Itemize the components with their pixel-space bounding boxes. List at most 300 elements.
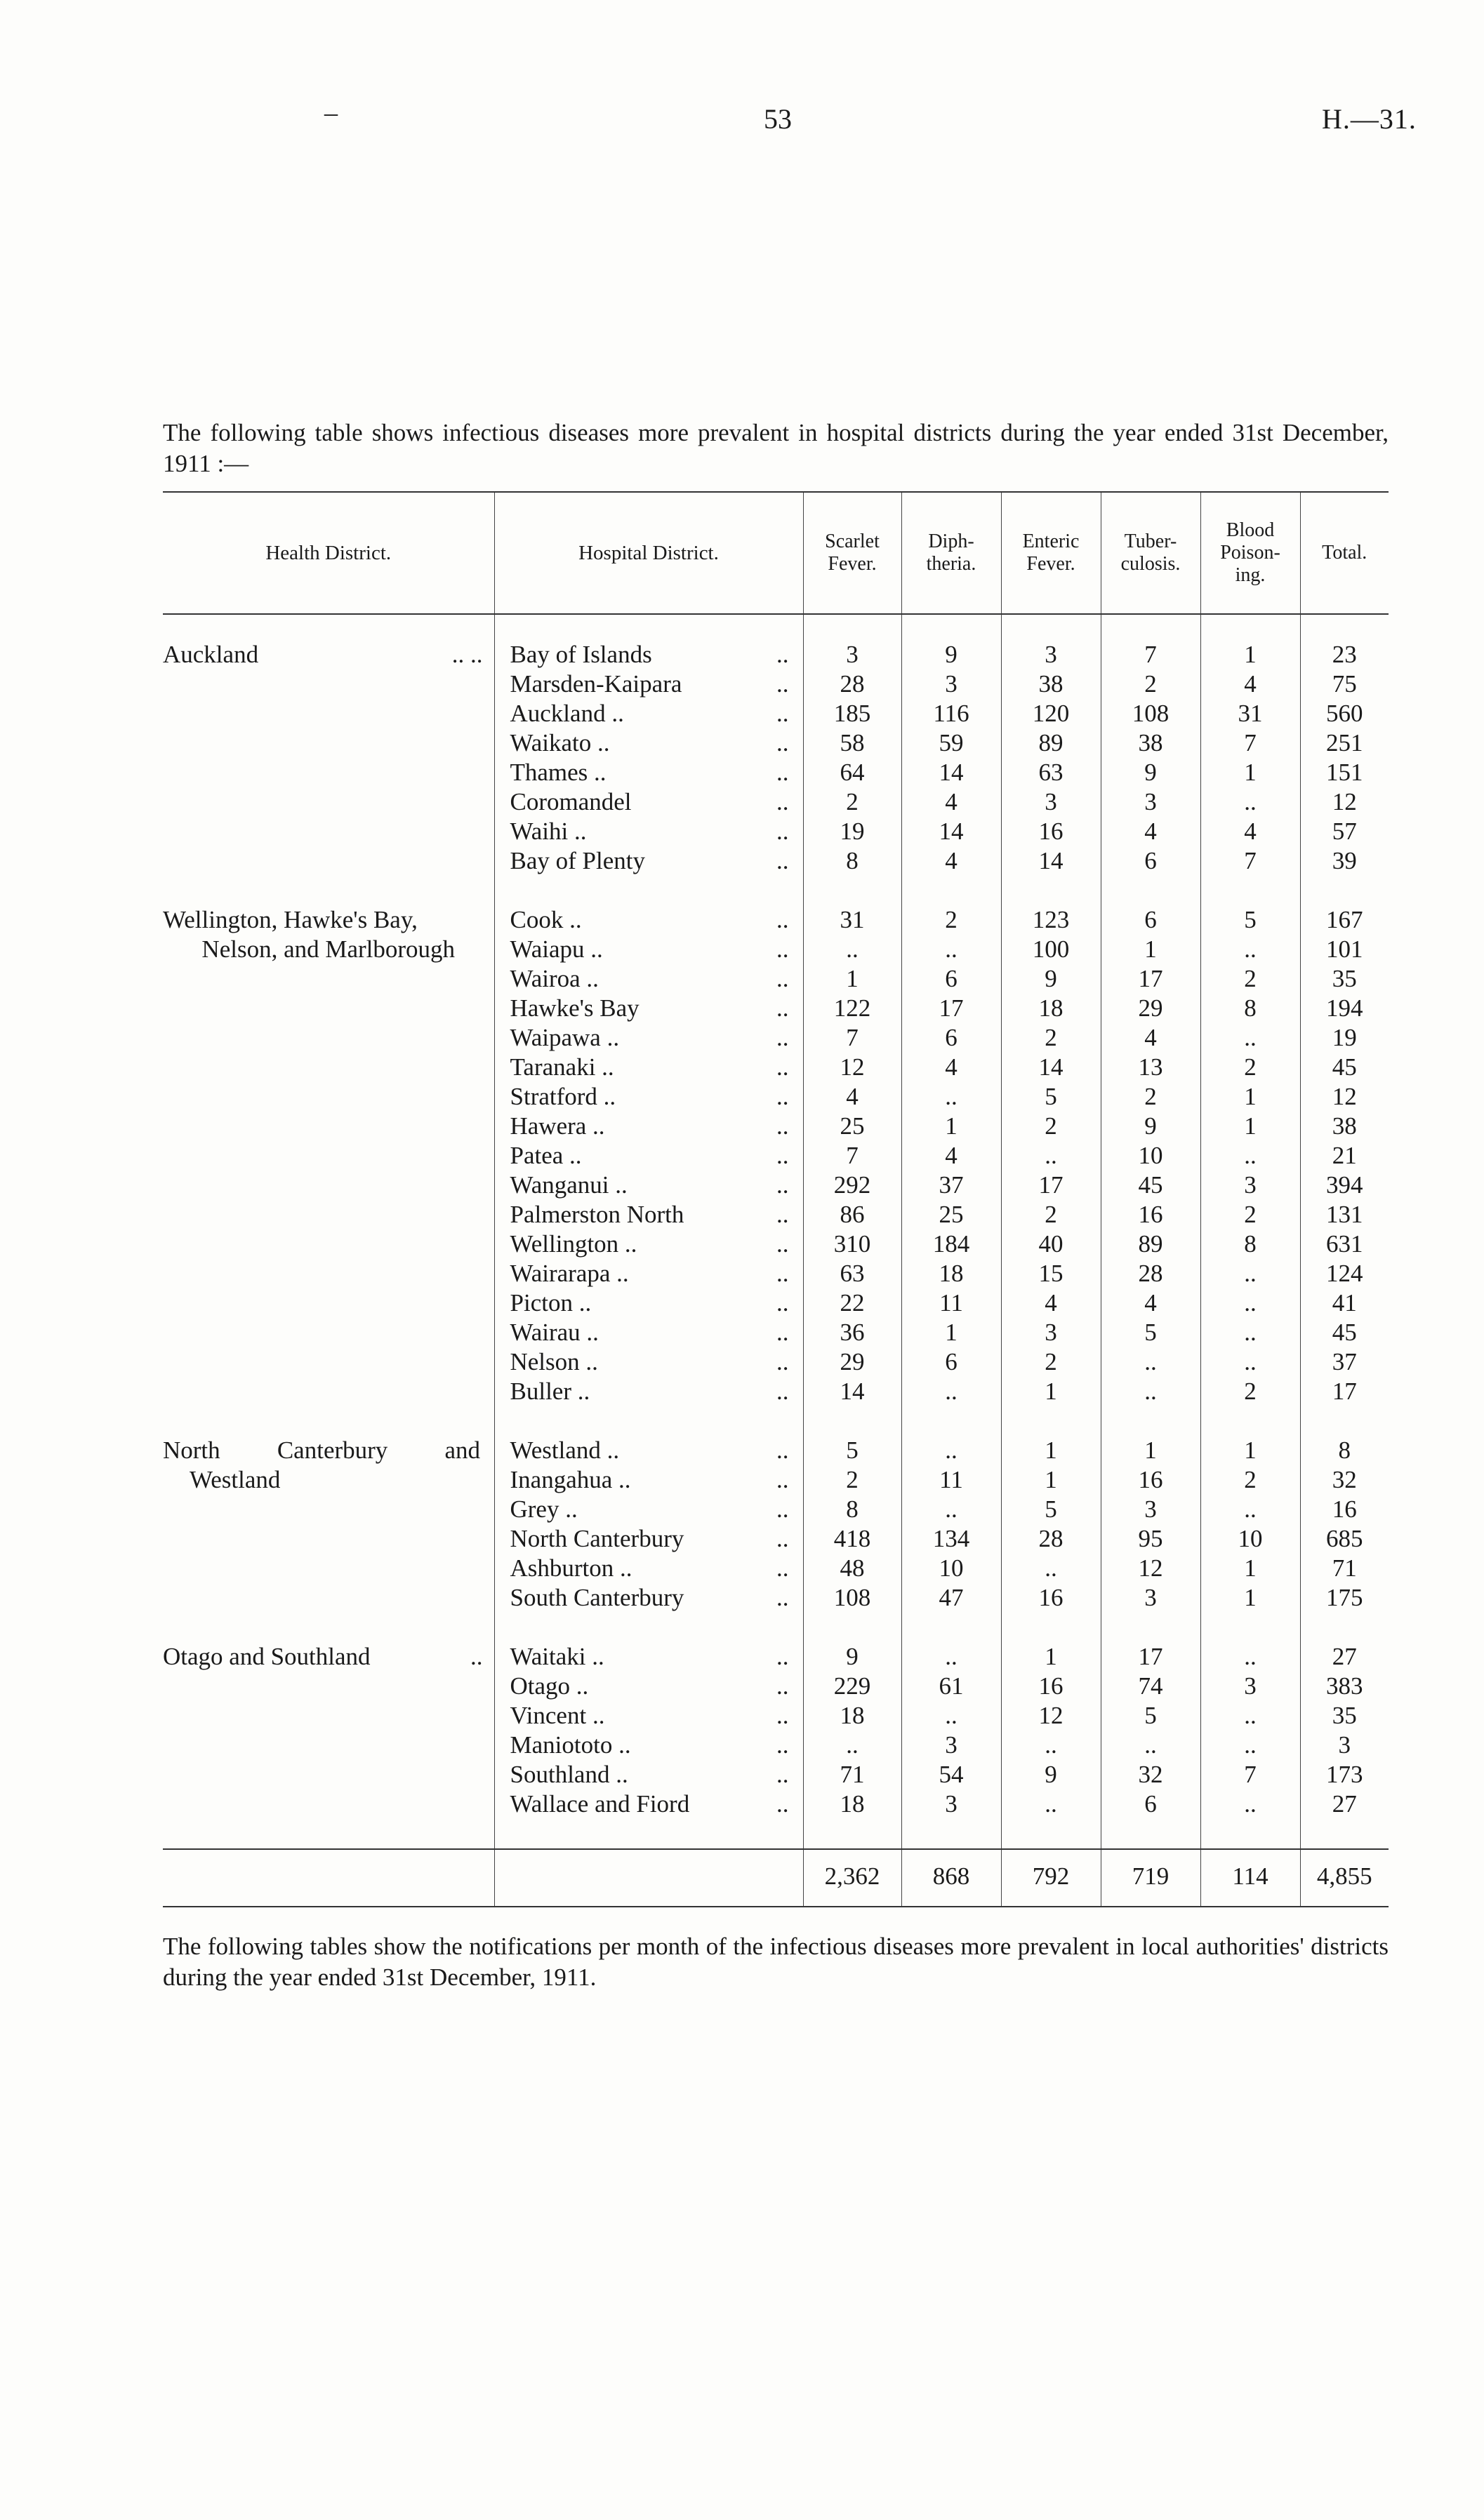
table-row <box>163 728 1389 758</box>
cell-total: 167 <box>1300 905 1389 935</box>
table-row <box>163 1672 1389 1701</box>
cell-tuberculosis: 38 <box>1101 728 1200 758</box>
health-district-name: Auckland <box>163 641 259 668</box>
hospital-district-name: Thames .. <box>510 759 607 786</box>
health-district-name: Nelson, and Marlborough <box>201 935 456 963</box>
cell-blood-poisoning: 1 <box>1200 758 1300 787</box>
cell-total: 194 <box>1300 994 1389 1023</box>
cell-tuberculosis: 9 <box>1101 758 1200 787</box>
cell-blood-poisoning: 4 <box>1200 817 1300 846</box>
cell-total: 27 <box>1300 1642 1389 1672</box>
cell-diphtheria: 2 <box>901 905 1001 935</box>
hospital-district-name: Bay of Islands <box>510 641 652 668</box>
cell-total: 45 <box>1300 1318 1389 1347</box>
table-row <box>163 1229 1389 1259</box>
cell-enteric-fever: 12 <box>1001 1701 1101 1731</box>
cell-blood-poisoning: 4 <box>1200 669 1300 699</box>
cell-tuberculosis: 6 <box>1101 905 1200 935</box>
leader-dots: .. <box>776 1584 789 1611</box>
hospital-district-name: Auckland .. <box>510 700 624 727</box>
cell-diphtheria: 54 <box>901 1760 1001 1789</box>
table-row <box>163 1259 1389 1288</box>
cell-scarlet-fever: 36 <box>803 1318 901 1347</box>
leader-dots: .. <box>776 1378 789 1405</box>
cell-diphtheria: 10 <box>901 1554 1001 1583</box>
cell-scarlet-fever: 3 <box>803 640 901 669</box>
health-district-name: Otago and Southland <box>163 1643 371 1670</box>
health-district-name: Westland <box>190 1466 281 1493</box>
leader-dots: .. <box>776 1495 789 1523</box>
cell-blood-poisoning: .. <box>1200 1141 1300 1171</box>
cell-diphtheria: 14 <box>901 817 1001 846</box>
hospital-district-name: Hawera .. <box>510 1112 605 1140</box>
cell-scarlet-fever: 58 <box>803 728 901 758</box>
cell-scarlet-fever: 18 <box>803 1701 901 1731</box>
col-scarlet-fever: Scarlet Fever. <box>803 492 901 614</box>
cell-total: 3 <box>1300 1731 1389 1760</box>
hospital-district-name: Hawke's Bay <box>510 994 640 1022</box>
cell-total: 35 <box>1300 964 1389 994</box>
cell-blood-poisoning: 2 <box>1200 1200 1300 1229</box>
leader-dots: .. <box>776 1319 789 1346</box>
total-cell: 868 <box>901 1849 1001 1907</box>
spacer-row <box>163 1406 1389 1436</box>
cell-total: 57 <box>1300 817 1389 846</box>
cell-blood-poisoning: .. <box>1200 1701 1300 1731</box>
cell-scarlet-fever: 63 <box>803 1259 901 1288</box>
cell-blood-poisoning: 8 <box>1200 1229 1300 1259</box>
cell-diphtheria: 25 <box>901 1200 1001 1229</box>
cell-blood-poisoning: 10 <box>1200 1524 1300 1554</box>
table-row <box>163 1436 1389 1465</box>
cell-total: 32 <box>1300 1465 1389 1495</box>
cell-scarlet-fever: 7 <box>803 1141 901 1171</box>
cell-total: 38 <box>1300 1112 1389 1141</box>
cell-enteric-fever: 4 <box>1001 1288 1101 1318</box>
hospital-district-name: Inangahua .. <box>510 1466 631 1493</box>
cell-total: 251 <box>1300 728 1389 758</box>
cell-total: 35 <box>1300 1701 1389 1731</box>
cell-diphtheria: 6 <box>901 1023 1001 1053</box>
cell-total: 27 <box>1300 1789 1389 1819</box>
cell-blood-poisoning: .. <box>1200 1495 1300 1524</box>
col-diphtheria: Diph-theria. <box>901 492 1001 614</box>
table-row <box>163 846 1389 876</box>
cell-diphtheria: 4 <box>901 1141 1001 1171</box>
cell-blood-poisoning: 2 <box>1200 1377 1300 1406</box>
cell-blood-poisoning: 1 <box>1200 1436 1300 1465</box>
cell-diphtheria: 17 <box>901 994 1001 1023</box>
leader-dots: .. <box>776 1083 789 1110</box>
cell-diphtheria: 11 <box>901 1465 1001 1495</box>
leader-dots: .. <box>776 935 789 963</box>
cell-enteric-fever: 1 <box>1001 1642 1101 1672</box>
cell-enteric-fever: 100 <box>1001 935 1101 964</box>
cell-total: 175 <box>1300 1583 1389 1613</box>
cell-tuberculosis: 29 <box>1101 994 1200 1023</box>
cell-blood-poisoning: .. <box>1200 787 1300 817</box>
cell-total: 16 <box>1300 1495 1389 1524</box>
cell-blood-poisoning: .. <box>1200 1789 1300 1819</box>
cell-enteric-fever: 63 <box>1001 758 1101 787</box>
page-header <box>0 89 1484 140</box>
cell-blood-poisoning: .. <box>1200 1259 1300 1288</box>
leader-dots: .. <box>776 1289 789 1316</box>
spacer-row <box>163 1819 1389 1849</box>
leader-dots: .. <box>776 1112 789 1140</box>
cell-tuberculosis: 3 <box>1101 787 1200 817</box>
table-row <box>163 699 1389 728</box>
hospital-district-name: Marsden-Kaipara <box>510 670 682 698</box>
spacer-row <box>163 614 1389 640</box>
cell-scarlet-fever: 25 <box>803 1112 901 1141</box>
table-row <box>163 1495 1389 1524</box>
cell-enteric-fever: .. <box>1001 1731 1101 1760</box>
cell-diphtheria: 3 <box>901 669 1001 699</box>
leader-dots: .. <box>776 818 789 845</box>
cell-diphtheria: 6 <box>901 1347 1001 1377</box>
intro-paragraph: The following table shows infectious diseases more prevalent in hospital districts during the year ended 31st December, 1911 :— <box>163 419 1389 477</box>
table-header-row <box>163 492 1389 614</box>
cell-tuberculosis: 17 <box>1101 1642 1200 1672</box>
cell-total: 12 <box>1300 787 1389 817</box>
cell-total: 151 <box>1300 758 1389 787</box>
leader-dots: .. <box>776 1053 789 1081</box>
page-mark: _ <box>324 89 338 119</box>
hospital-district-name: Waitaki .. <box>510 1643 604 1670</box>
cell-scarlet-fever: 8 <box>803 1495 901 1524</box>
cell-enteric-fever: 3 <box>1001 787 1101 817</box>
cell-tuberculosis: 16 <box>1101 1465 1200 1495</box>
hospital-district-name: Nelson .. <box>510 1348 598 1375</box>
hospital-district-name: Picton .. <box>510 1289 592 1316</box>
table-row <box>163 905 1389 935</box>
cell-tuberculosis: 3 <box>1101 1495 1200 1524</box>
cell-enteric-fever: .. <box>1001 1141 1101 1171</box>
table-row <box>163 817 1389 846</box>
cell-blood-poisoning: 2 <box>1200 1053 1300 1082</box>
leader-dots: .. <box>776 1436 789 1464</box>
cell-scarlet-fever: 122 <box>803 994 901 1023</box>
cell-tuberculosis: 3 <box>1101 1583 1200 1613</box>
cell-diphtheria: .. <box>901 1082 1001 1112</box>
cell-total: 75 <box>1300 669 1389 699</box>
cell-scarlet-fever: 19 <box>803 817 901 846</box>
cell-scarlet-fever: 31 <box>803 905 901 935</box>
table-row <box>163 1642 1389 1672</box>
cell-diphtheria: 6 <box>901 964 1001 994</box>
hospital-district-name: Ashburton .. <box>510 1554 632 1582</box>
total-cell: 719 <box>1101 1849 1200 1907</box>
cell-enteric-fever: 1 <box>1001 1377 1101 1406</box>
leader-dots: .. <box>776 670 789 698</box>
hospital-district-name: Wellington .. <box>510 1230 637 1258</box>
cell-diphtheria: 116 <box>901 699 1001 728</box>
leader-dots: .. <box>776 1171 789 1199</box>
cell-diphtheria: 4 <box>901 787 1001 817</box>
table-row <box>163 787 1389 817</box>
leader-dots: .. <box>776 788 789 815</box>
hospital-district-name: Wairarapa .. <box>510 1260 629 1287</box>
cell-diphtheria: 14 <box>901 758 1001 787</box>
cell-diphtheria: 4 <box>901 846 1001 876</box>
cell-scarlet-fever: 418 <box>803 1524 901 1554</box>
infectious-diseases-table <box>163 491 1389 1907</box>
hospital-district-name: Patea .. <box>510 1142 582 1169</box>
cell-total: 124 <box>1300 1259 1389 1288</box>
hospital-district-name: Southland .. <box>510 1761 628 1788</box>
total-cell: 4,855 <box>1300 1849 1389 1907</box>
closing-paragraph: The following tables show the notifications per month of the infectious diseases more prevalent in local authorities' districts during the year ended 31st December, 1911. <box>163 1933 1389 1991</box>
cell-scarlet-fever: 2 <box>803 787 901 817</box>
hospital-district-name: Buller .. <box>510 1378 590 1405</box>
hospital-district-name: Wanganui .. <box>510 1171 628 1199</box>
leader-dots: .. <box>776 729 789 756</box>
cell-diphtheria: .. <box>901 1701 1001 1731</box>
cell-enteric-fever: 17 <box>1001 1171 1101 1200</box>
cell-scarlet-fever: 14 <box>803 1377 901 1406</box>
cell-tuberculosis: 4 <box>1101 1288 1200 1318</box>
total-cell: 114 <box>1200 1849 1300 1907</box>
cell-total: 101 <box>1300 935 1389 964</box>
cell-blood-poisoning: .. <box>1200 935 1300 964</box>
cell-tuberculosis: .. <box>1101 1347 1200 1377</box>
cell-scarlet-fever: 28 <box>803 669 901 699</box>
cell-total: 173 <box>1300 1760 1389 1789</box>
cell-diphtheria: 4 <box>901 1053 1001 1082</box>
cell-scarlet-fever: 108 <box>803 1583 901 1613</box>
cell-tuberculosis: 1 <box>1101 1436 1200 1465</box>
cell-tuberculosis: 16 <box>1101 1200 1200 1229</box>
cell-tuberculosis: .. <box>1101 1377 1200 1406</box>
cell-tuberculosis: 10 <box>1101 1141 1200 1171</box>
cell-enteric-fever: 2 <box>1001 1347 1101 1377</box>
cell-blood-poisoning: 7 <box>1200 1760 1300 1789</box>
cell-enteric-fever: 3 <box>1001 1318 1101 1347</box>
hospital-district-name: Wallace and Fiord <box>510 1790 690 1818</box>
cell-scarlet-fever: 7 <box>803 1023 901 1053</box>
cell-total: 45 <box>1300 1053 1389 1082</box>
cell-diphtheria: .. <box>901 1436 1001 1465</box>
cell-tuberculosis: .. <box>1101 1731 1200 1760</box>
cell-enteric-fever: 16 <box>1001 1672 1101 1701</box>
cell-total: 131 <box>1300 1200 1389 1229</box>
cell-tuberculosis: 5 <box>1101 1318 1200 1347</box>
table-row <box>163 1082 1389 1112</box>
cell-total: 19 <box>1300 1023 1389 1053</box>
leader-dots: .. <box>776 1672 789 1700</box>
cell-scarlet-fever: 48 <box>803 1554 901 1583</box>
cell-scarlet-fever: 292 <box>803 1171 901 1200</box>
hospital-district-name: Wairau .. <box>510 1319 599 1346</box>
col-hospital-district: Hospital District. <box>494 492 803 614</box>
health-district-name: Wellington, Hawke's Bay, <box>163 906 418 933</box>
leader-dots: .. <box>776 1348 789 1375</box>
cell-enteric-fever: 28 <box>1001 1524 1101 1554</box>
cell-tuberculosis: 6 <box>1101 1789 1200 1819</box>
leader-dots: .. <box>776 847 789 874</box>
col-enteric-fever: Enteric Fever. <box>1001 492 1101 614</box>
cell-tuberculosis: 2 <box>1101 1082 1200 1112</box>
cell-enteric-fever: 1 <box>1001 1436 1101 1465</box>
cell-enteric-fever: 15 <box>1001 1259 1101 1288</box>
hospital-district-name: Waipawa .. <box>510 1024 620 1051</box>
cell-enteric-fever: 9 <box>1001 1760 1101 1789</box>
cell-blood-poisoning: 1 <box>1200 1112 1300 1141</box>
cell-blood-poisoning: 8 <box>1200 994 1300 1023</box>
cell-tuberculosis: 13 <box>1101 1053 1200 1082</box>
cell-scarlet-fever: 4 <box>803 1082 901 1112</box>
leader-dots: .. <box>776 1230 789 1258</box>
cell-diphtheria: 3 <box>901 1731 1001 1760</box>
leader-dots: .. <box>776 1761 789 1788</box>
cell-diphtheria: 1 <box>901 1318 1001 1347</box>
cell-scarlet-fever: 86 <box>803 1200 901 1229</box>
cell-scarlet-fever: 64 <box>803 758 901 787</box>
spacer-row <box>163 1613 1389 1642</box>
cell-total: 39 <box>1300 846 1389 876</box>
cell-blood-poisoning: .. <box>1200 1023 1300 1053</box>
leader-dots: .. <box>776 641 789 668</box>
cell-blood-poisoning: .. <box>1200 1318 1300 1347</box>
hospital-district-name: Waihi .. <box>510 818 587 845</box>
cell-diphtheria: .. <box>901 1495 1001 1524</box>
cell-scarlet-fever: 29 <box>803 1347 901 1377</box>
cell-tuberculosis: 1 <box>1101 935 1200 964</box>
total-cell: 792 <box>1001 1849 1101 1907</box>
cell-scarlet-fever: 185 <box>803 699 901 728</box>
leader-dots: .. <box>776 1702 789 1729</box>
cell-enteric-fever: 2 <box>1001 1200 1101 1229</box>
hospital-district-name: Coromandel <box>510 788 632 815</box>
hospital-district-name: Wairoa .. <box>510 965 599 992</box>
cell-diphtheria: 47 <box>901 1583 1001 1613</box>
col-tuberculosis: Tuber-culosis. <box>1101 492 1200 614</box>
cell-blood-poisoning: 3 <box>1200 1672 1300 1701</box>
cell-total: 21 <box>1300 1141 1389 1171</box>
hospital-district-name: Waiapu .. <box>510 935 603 963</box>
cell-tuberculosis: 6 <box>1101 846 1200 876</box>
cell-blood-poisoning: 1 <box>1200 1554 1300 1583</box>
cell-diphtheria: .. <box>901 1377 1001 1406</box>
cell-scarlet-fever: 18 <box>803 1789 901 1819</box>
report-reference: H.—31. <box>1322 103 1417 135</box>
cell-total: 383 <box>1300 1672 1389 1701</box>
cell-total: 394 <box>1300 1171 1389 1200</box>
leader-dots: .. <box>776 1142 789 1169</box>
cell-tuberculosis: 45 <box>1101 1171 1200 1200</box>
cell-blood-poisoning: 3 <box>1200 1171 1300 1200</box>
leader-dots: .. <box>470 1643 483 1670</box>
table-row <box>163 935 1389 964</box>
cell-blood-poisoning: 1 <box>1200 640 1300 669</box>
cell-enteric-fever: 120 <box>1001 699 1101 728</box>
cell-diphtheria: 37 <box>901 1171 1001 1200</box>
cell-scarlet-fever: 8 <box>803 846 901 876</box>
hospital-district-name: Palmerston North <box>510 1201 684 1228</box>
cell-tuberculosis: 4 <box>1101 1023 1200 1053</box>
cell-tuberculosis: 89 <box>1101 1229 1200 1259</box>
cell-diphtheria: 61 <box>901 1672 1001 1701</box>
table-row <box>163 1200 1389 1229</box>
cell-enteric-fever: 1 <box>1001 1465 1101 1495</box>
cell-blood-poisoning: 31 <box>1200 699 1300 728</box>
hospital-district-name: Maniototo .. <box>510 1731 631 1759</box>
table-row <box>163 964 1389 994</box>
leader-dots: .. <box>776 1525 789 1552</box>
cell-diphtheria: 11 <box>901 1288 1001 1318</box>
col-total: Total. <box>1300 492 1389 614</box>
cell-blood-poisoning: 2 <box>1200 1465 1300 1495</box>
table-row <box>163 1023 1389 1053</box>
cell-blood-poisoning: 7 <box>1200 846 1300 876</box>
cell-tuberculosis: 17 <box>1101 964 1200 994</box>
cell-total: 12 <box>1300 1082 1389 1112</box>
cell-blood-poisoning: 1 <box>1200 1583 1300 1613</box>
leader-dots: .. <box>776 1024 789 1051</box>
cell-enteric-fever: 5 <box>1001 1495 1101 1524</box>
cell-tuberculosis: 5 <box>1101 1701 1200 1731</box>
cell-blood-poisoning: .. <box>1200 1288 1300 1318</box>
leader-dots: .. <box>776 965 789 992</box>
table-row <box>163 1288 1389 1318</box>
cell-diphtheria: 184 <box>901 1229 1001 1259</box>
cell-tuberculosis: 2 <box>1101 669 1200 699</box>
cell-enteric-fever: 2 <box>1001 1112 1101 1141</box>
table-row <box>163 640 1389 669</box>
cell-total: 17 <box>1300 1377 1389 1406</box>
cell-diphtheria: .. <box>901 935 1001 964</box>
table-row <box>163 1731 1389 1760</box>
cell-total: 37 <box>1300 1347 1389 1377</box>
cell-diphtheria: 3 <box>901 1789 1001 1819</box>
cell-enteric-fever: 14 <box>1001 1053 1101 1082</box>
cell-total: 71 <box>1300 1554 1389 1583</box>
cell-scarlet-fever: 71 <box>803 1760 901 1789</box>
cell-scarlet-fever: 310 <box>803 1229 901 1259</box>
cell-diphtheria: 9 <box>901 640 1001 669</box>
table-row <box>163 1701 1389 1731</box>
hospital-district-name: South Canterbury <box>510 1584 684 1611</box>
cell-scarlet-fever: 2 <box>803 1465 901 1495</box>
leader-dots: .. <box>776 1554 789 1582</box>
hospital-district-name: Bay of Plenty <box>510 847 645 874</box>
cell-blood-poisoning: .. <box>1200 1347 1300 1377</box>
leader-dots: .. <box>776 994 789 1022</box>
cell-tuberculosis: 95 <box>1101 1524 1200 1554</box>
cell-tuberculosis: 9 <box>1101 1112 1200 1141</box>
cell-blood-poisoning: .. <box>1200 1642 1300 1672</box>
hospital-district-name: Otago .. <box>510 1672 589 1700</box>
cell-tuberculosis: 32 <box>1101 1760 1200 1789</box>
cell-scarlet-fever: 9 <box>803 1642 901 1672</box>
cell-enteric-fever: 18 <box>1001 994 1101 1023</box>
leader-dots: .. <box>776 1466 789 1493</box>
hospital-district-name: Stratford .. <box>510 1083 616 1110</box>
cell-blood-poisoning: .. <box>1200 1731 1300 1760</box>
cell-tuberculosis: 7 <box>1101 640 1200 669</box>
cell-total: 41 <box>1300 1288 1389 1318</box>
total-cell: 2,362 <box>803 1849 901 1907</box>
leader-dots: .. <box>776 1731 789 1759</box>
cell-tuberculosis: 28 <box>1101 1259 1200 1288</box>
leader-dots: .. <box>776 906 789 933</box>
table-row <box>163 1760 1389 1789</box>
page-number: 53 <box>764 103 792 135</box>
cell-enteric-fever: 14 <box>1001 846 1101 876</box>
cell-enteric-fever: 38 <box>1001 669 1101 699</box>
leader-dots: .. <box>776 1260 789 1287</box>
